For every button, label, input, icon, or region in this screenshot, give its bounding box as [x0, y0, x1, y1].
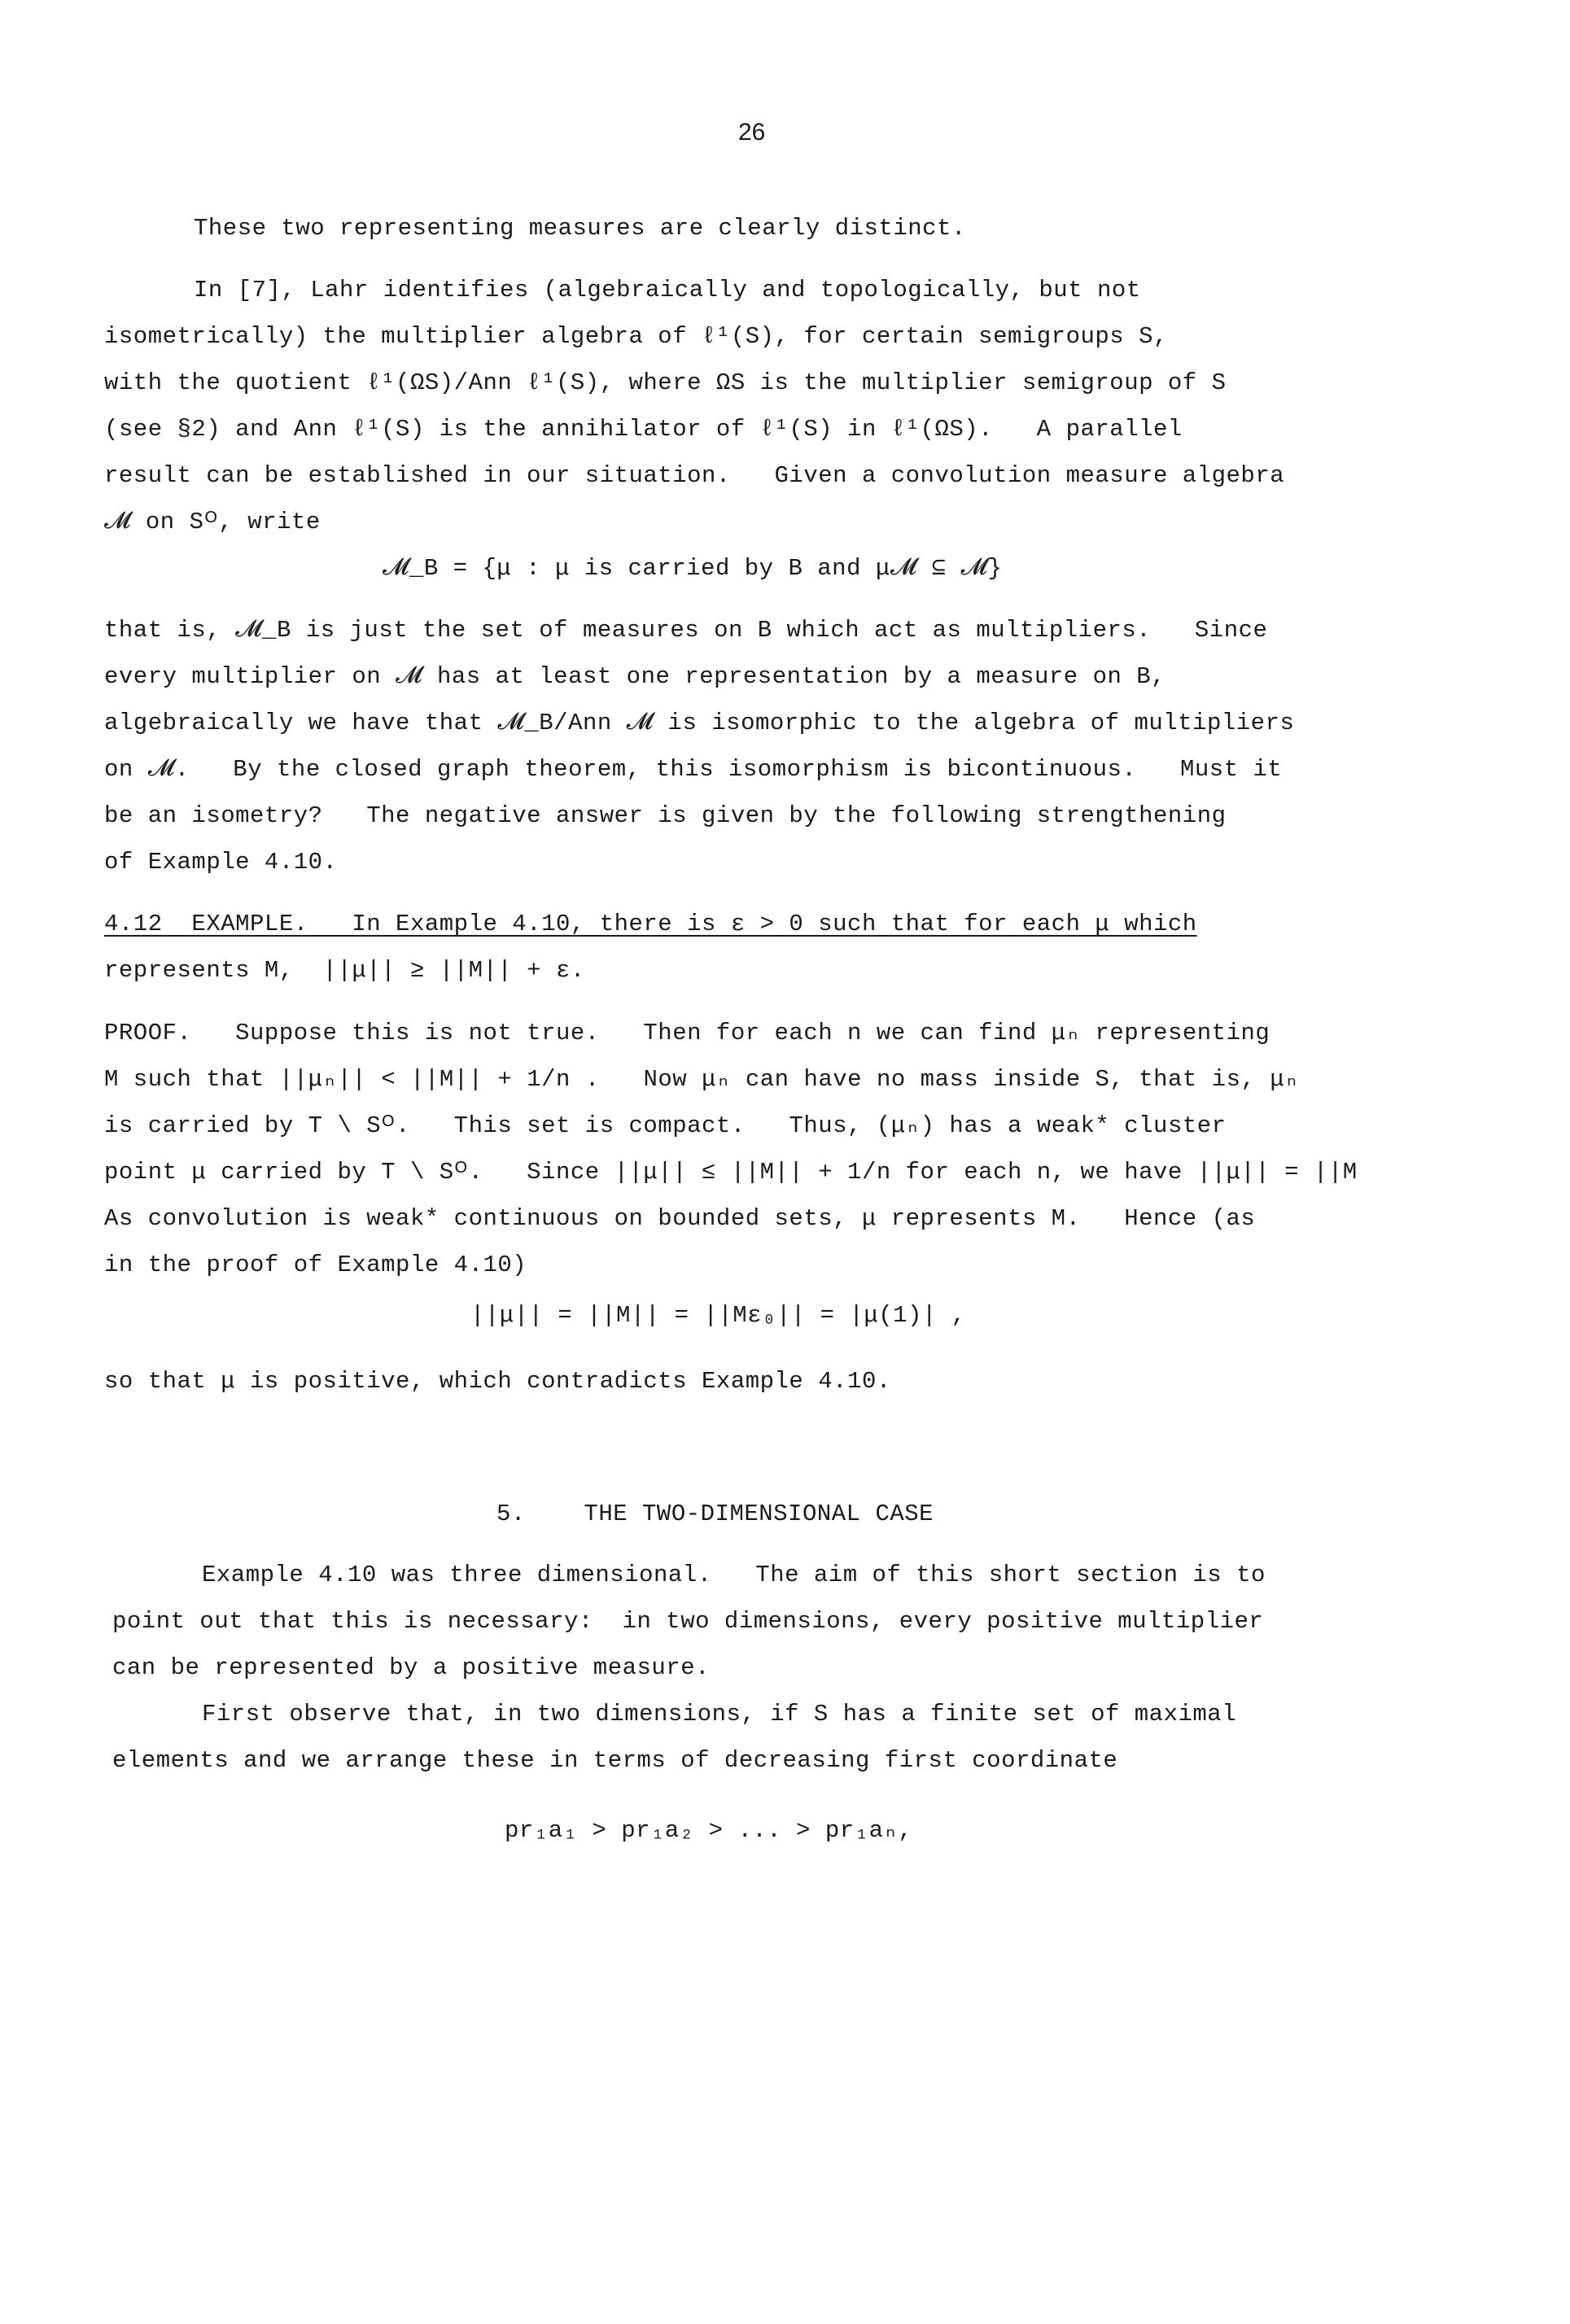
paragraph-line: First observe that, in two dimensions, if S has a finite set of maximal	[202, 1701, 1237, 1728]
paragraph-line: be an isometry? The negative answer is given by the following strengthening	[104, 802, 1227, 829]
display-equation: pr₁a₁ > pr₁a₂ > ... > pr₁aₙ,	[505, 1817, 913, 1844]
paragraph-line: every multiplier on 𝓜 has at least one representation by a measure on B,	[104, 663, 1166, 690]
paragraph-line: isometrically) the multiplier algebra of ℓ¹(S), for certain semigroups S,	[104, 323, 1168, 350]
paragraph-line: so that μ is positive, which contradicts Example 4.10.	[104, 1368, 891, 1395]
paragraph-line: point out that this is necessary: in two dimensions, every positive multiplier	[112, 1608, 1264, 1635]
paragraph-line: of Example 4.10.	[104, 849, 338, 876]
paragraph-line: (see §2) and Ann ℓ¹(S) is the annihilator of ℓ¹(S) in ℓ¹(ΩS). A parallel	[104, 416, 1183, 443]
paragraph-line: These two representing measures are clearly distinct.	[194, 215, 966, 242]
proof-line: M such that ||μₙ|| < ||M|| + 1/n . Now μₙ can have no mass inside S, that is, μₙ	[104, 1066, 1300, 1093]
proof-line: point μ carried by T \ Sᴼ. Since ||μ|| ≤ ||M|| + 1/n for each n, we have ||μ|| = ||M	[104, 1159, 1358, 1186]
paragraph-line: 𝓜 on Sᴼ, write	[104, 509, 321, 535]
paragraph-line: result can be established in our situation. Given a convolution measure algebra	[104, 462, 1285, 489]
paragraph-line: algebraically we have that 𝓜_B/Ann 𝓜 is isomorphic to the algebra of multipliers	[104, 710, 1295, 736]
paragraph-line: with the quotient ℓ¹(ΩS)/Ann ℓ¹(S), where ΩS is the multiplier semigroup of S	[104, 369, 1227, 396]
example-heading-line: 4.12 EXAMPLE. In Example 4.10, there is ε > 0 such that for each μ which	[104, 911, 1197, 937]
proof-line: As convolution is weak* continuous on bounded sets, μ represents M. Hence (as	[104, 1205, 1256, 1232]
paragraph-line: on 𝓜. By the closed graph theorem, this isomorphism is bicontinuous. Must it	[104, 756, 1283, 783]
paragraph-line: elements and we arrange these in terms of decreasing first coordinate	[112, 1747, 1118, 1774]
section-heading: 5. THE TWO-DIMENSIONAL CASE	[496, 1501, 934, 1527]
paragraph-line: Example 4.10 was three dimensional. The aim of this short section is to	[202, 1562, 1266, 1588]
proof-line: is carried by T \ Sᴼ. This set is compact. Thus, (μₙ) has a weak* cluster	[104, 1112, 1227, 1139]
display-equation: 𝓜_B = {μ : μ is carried by B and μ𝓜 ⊆ 𝓜}	[383, 555, 1003, 582]
display-equation: ||μ|| = ||M|| = ||Mε₀|| = |μ(1)| ,	[470, 1302, 966, 1329]
paragraph-line: In [7], Lahr identifies (algebraically and topologically, but not	[194, 277, 1141, 304]
example-statement-line: represents M, ||μ|| ≥ ||M|| + ε.	[104, 957, 585, 984]
proof-line: in the proof of Example 4.10)	[104, 1252, 527, 1278]
paragraph-line: that is, 𝓜_B is just the set of measures on B which act as multipliers. Since	[104, 617, 1268, 644]
paragraph-line: can be represented by a positive measure.	[112, 1654, 711, 1681]
page-number: 26	[738, 119, 766, 146]
proof-line: PROOF. Suppose this is not true. Then for each n we can find μₙ representing	[104, 1020, 1270, 1046]
